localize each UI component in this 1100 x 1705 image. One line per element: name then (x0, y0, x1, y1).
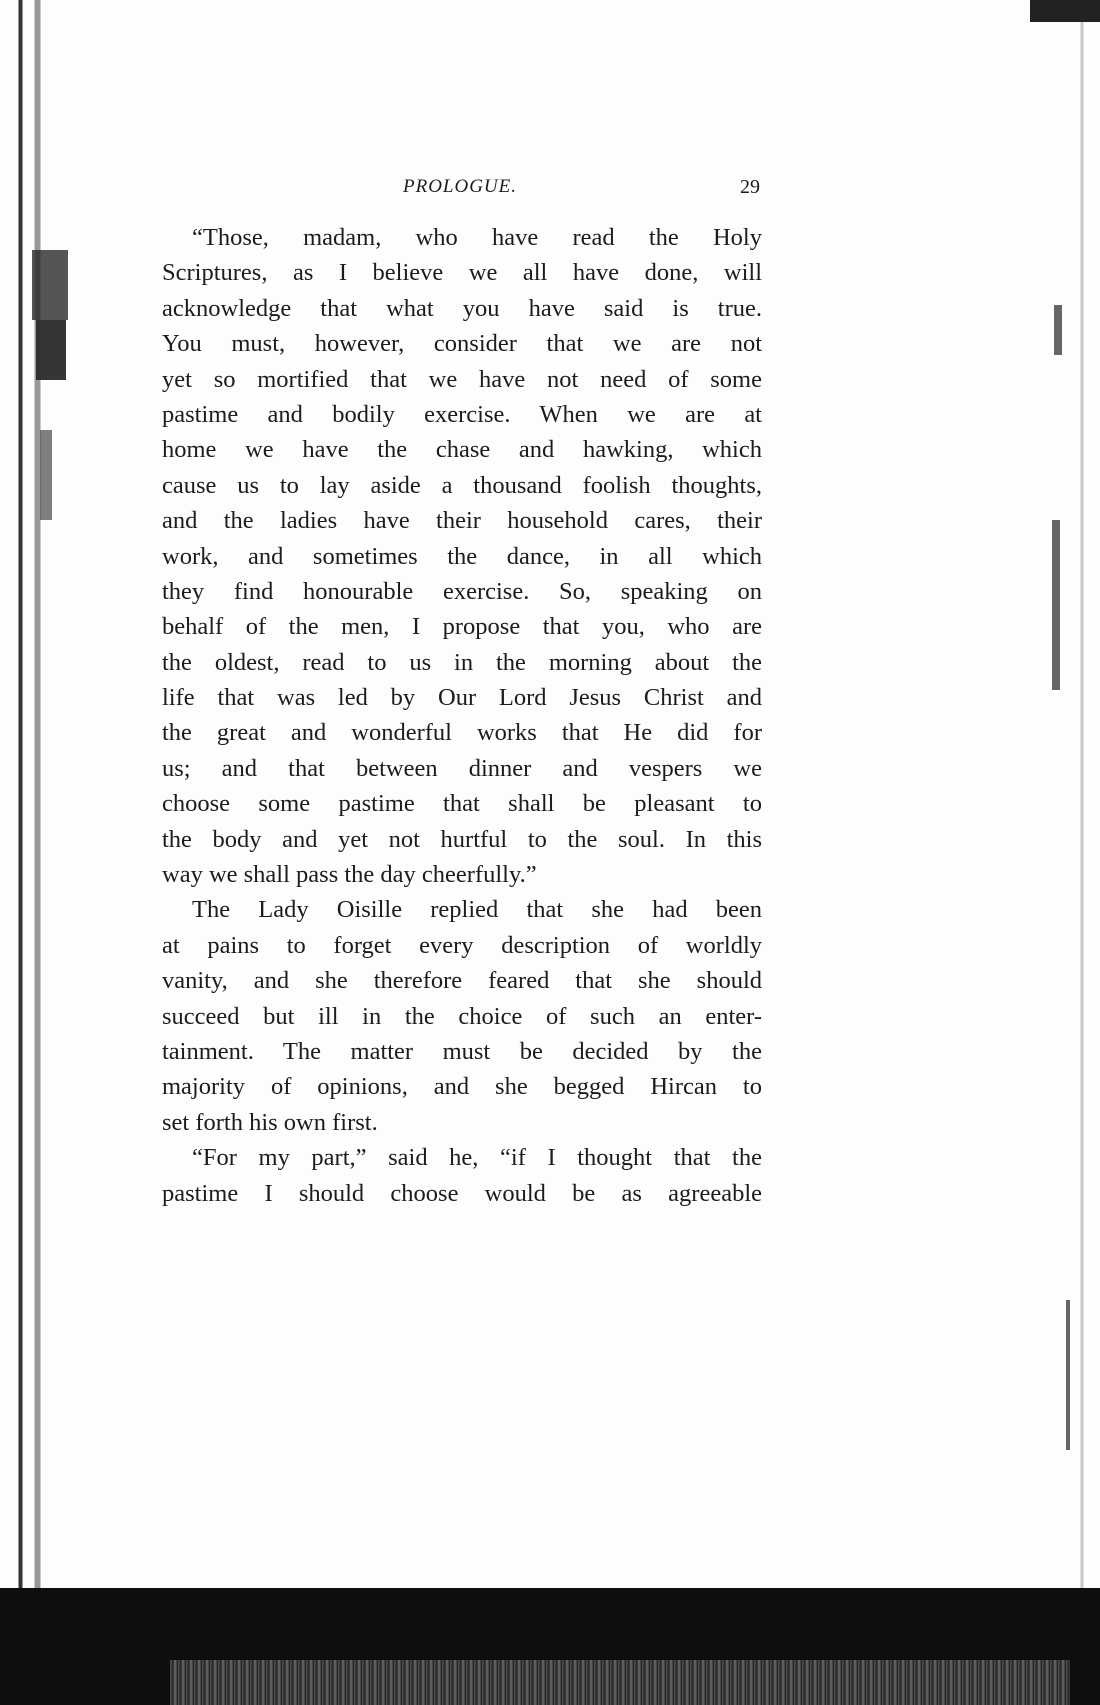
page-number: 29 (740, 176, 760, 198)
text-line: the great and wonderful works that He did for (162, 719, 762, 747)
scan-blot (40, 430, 52, 520)
text-line: tainment. The matter must be decided by the (162, 1037, 762, 1065)
text-line: choose some pastime that shall be pleasant to (162, 790, 762, 818)
text-line: us; and that between dinner and vespers we (162, 754, 762, 782)
scan-blot (32, 250, 68, 320)
scan-blot (1054, 305, 1062, 355)
scan-blot (1052, 520, 1060, 690)
text-line: Scriptures, as I believe we all have done, will (162, 259, 762, 287)
text-line: vanity, and she therefore feared that she should (162, 967, 762, 995)
text-line: work, and sometimes the dance, in all which (162, 542, 762, 570)
scan-corner (1030, 0, 1100, 22)
text-line: they find honourable exercise. So, speaking on (162, 577, 762, 605)
text-line: pastime and bodily exercise. When we are at (162, 400, 762, 428)
text-line: You must, however, consider that we are not (162, 330, 762, 358)
text-line: life that was led by Our Lord Jesus Christ and (162, 684, 762, 712)
text-line: pastime I should choose would be as agreeable (162, 1179, 762, 1207)
text-line: “For my part,” said he, “if I thought that the (192, 1144, 762, 1172)
text-line: cause us to lay aside a thousand foolish thoughts, (162, 471, 762, 499)
text-line: the body and yet not hurtful to the soul. In this (162, 825, 762, 853)
text-line: majority of opinions, and she begged Hircan to (162, 1073, 762, 1101)
text-line: the oldest, read to us in the morning about the (162, 648, 762, 676)
text-line: behalf of the men, I propose that you, who are (162, 613, 762, 641)
text-line: acknowledge that what you have said is true. (162, 294, 762, 322)
scan-bottom-speckle (170, 1660, 1070, 1705)
text-line: at pains to forget every description of worldly (162, 931, 762, 959)
text-line: The Lady Oisille replied that she had been (192, 896, 762, 924)
text-line: way we shall pass the day cheerfully.” (162, 861, 537, 889)
text-line: set forth his own first. (162, 1108, 378, 1136)
scan-left-edge (0, 0, 70, 1590)
running-head (160, 174, 760, 204)
scan-blot (1066, 1300, 1070, 1450)
scan-right-edge (1020, 0, 1100, 1590)
running-title: PROLOGUE. (402, 176, 518, 197)
scan-blot (36, 320, 66, 380)
text-line: home we have the chase and hawking, which (162, 436, 762, 464)
text-line: and the ladies have their household cares, their (162, 507, 762, 535)
text-line: “Those, madam, who have read the Holy (192, 224, 762, 251)
text-line: succeed but ill in the choice of such an enter- (162, 1002, 762, 1030)
text-line: yet so mortified that we have not need of some (162, 365, 762, 393)
body-text (162, 220, 762, 1211)
